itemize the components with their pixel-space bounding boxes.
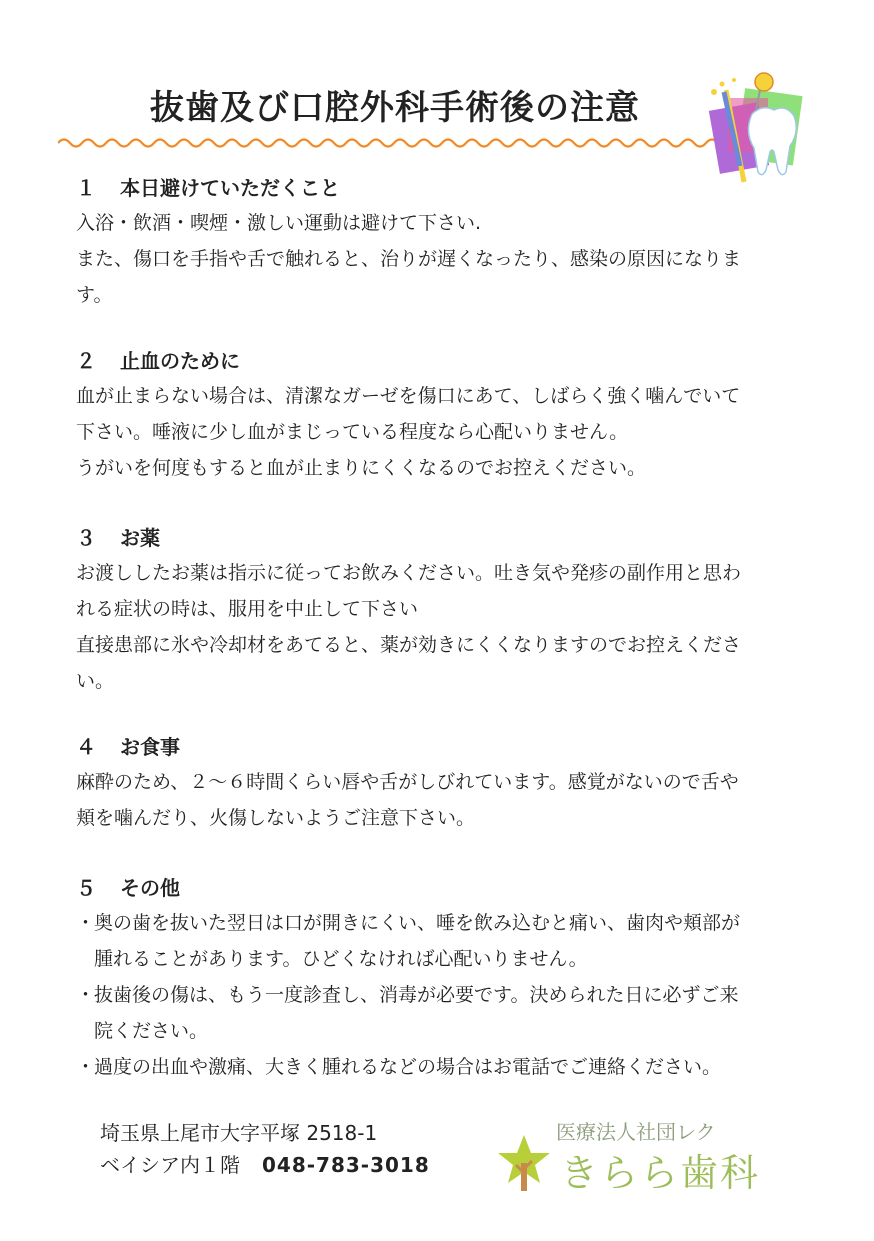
bullet-line: 過度の出血や激痛、大きく腫れるなどの場合はお電話でご連絡ください。 (94, 1056, 722, 1078)
section-heading (76, 521, 836, 555)
address-line: 埼玉県上尾市大字平塚 2518-1 (100, 1121, 378, 1145)
section-other (76, 871, 836, 1085)
section-heading (76, 171, 836, 205)
clinic-name: きらら歯科 (560, 1151, 761, 1195)
section-number: ３ (76, 526, 96, 550)
orange-wavy-divider (58, 136, 748, 150)
section-heading (76, 730, 836, 764)
bullet-dot: ・ (76, 984, 96, 1006)
bullet-dot: ・ (76, 1056, 96, 1078)
bullet-line: 奥の歯を抜いた翌日は口が開きにくい、唾を飲み込むと痛い、歯肉や頬部が (94, 912, 741, 934)
section-title: お薬 (120, 526, 160, 550)
section-number: １ (76, 176, 96, 200)
body-line: うがいを何度もすると血が止まりにくくなるのでお控えください。 (76, 457, 647, 479)
section-title: お食事 (120, 735, 180, 759)
body-line: 直接患部に氷や冷却材をあてると、薬が効きにくくなりますのでお控えくださ (76, 634, 742, 656)
section-number: ２ (76, 349, 96, 373)
body-line: 下さい。唾液に少し血がまじっている程度なら心配いりません。 (76, 421, 629, 443)
section-number: ５ (76, 876, 96, 900)
body-line: す。 (76, 284, 113, 306)
star-tree-logo-icon (496, 1133, 552, 1191)
body-line: 入浴・飲酒・喫煙・激しい運動は避けて下さい. (76, 212, 482, 234)
body-line: また、傷口を手指や舌で触れると、治りが遅くなったり、感染の原因になりま (76, 248, 742, 270)
section-hemostasis (76, 344, 836, 486)
section-avoid-today (76, 171, 836, 313)
building-and-phone (100, 1149, 430, 1181)
body-line: 血が止まらない場合は、清潔なガーゼを傷口にあて、しばらく強く噛んでいて (76, 385, 741, 407)
clinic-corporation: 医療法人社団レク (556, 1120, 716, 1144)
bullet-line: 腫れることがあります。ひどくなければ心配いりません。 (94, 948, 588, 970)
bullet-item (76, 977, 836, 1049)
body-line: い。 (76, 670, 115, 692)
bullet-line: 抜歯後の傷は、もう一度診査し、消毒が必要です。決められた日に必ずご来 (94, 984, 739, 1006)
phone-number: 048-783-3018 (262, 1153, 430, 1177)
bullet-line: 院ください。 (94, 1020, 209, 1042)
bullet-item (76, 1049, 836, 1085)
bullet-dot: ・ (76, 912, 96, 934)
section-medicine (76, 521, 836, 699)
page-title: 抜歯及び口腔外科手術後の注意 (150, 88, 640, 128)
clinic-address (100, 1117, 430, 1181)
section-title: その他 (120, 876, 180, 900)
section-heading (76, 871, 836, 905)
building-text: ベイシア内１階 (100, 1153, 240, 1177)
bullet-item (76, 905, 836, 977)
body-line: 頬を噛んだり、火傷しないようご注意下さい。 (76, 807, 476, 829)
section-meals (76, 730, 836, 836)
body-line: れる症状の時は、服用を中止して下さい (76, 598, 419, 620)
section-number: ４ (76, 735, 96, 759)
body-line: お渡ししたお薬は指示に従ってお飲みください。吐き気や発疹の副作用と思わ (76, 562, 742, 584)
section-title: 本日避けていただくこと (120, 176, 340, 200)
body-line: 麻酔のため、２～６時間くらい唇や舌がしびれています。感覚がないので舌や (76, 771, 739, 793)
section-heading (76, 344, 836, 378)
section-title: 止血のために (120, 349, 240, 373)
